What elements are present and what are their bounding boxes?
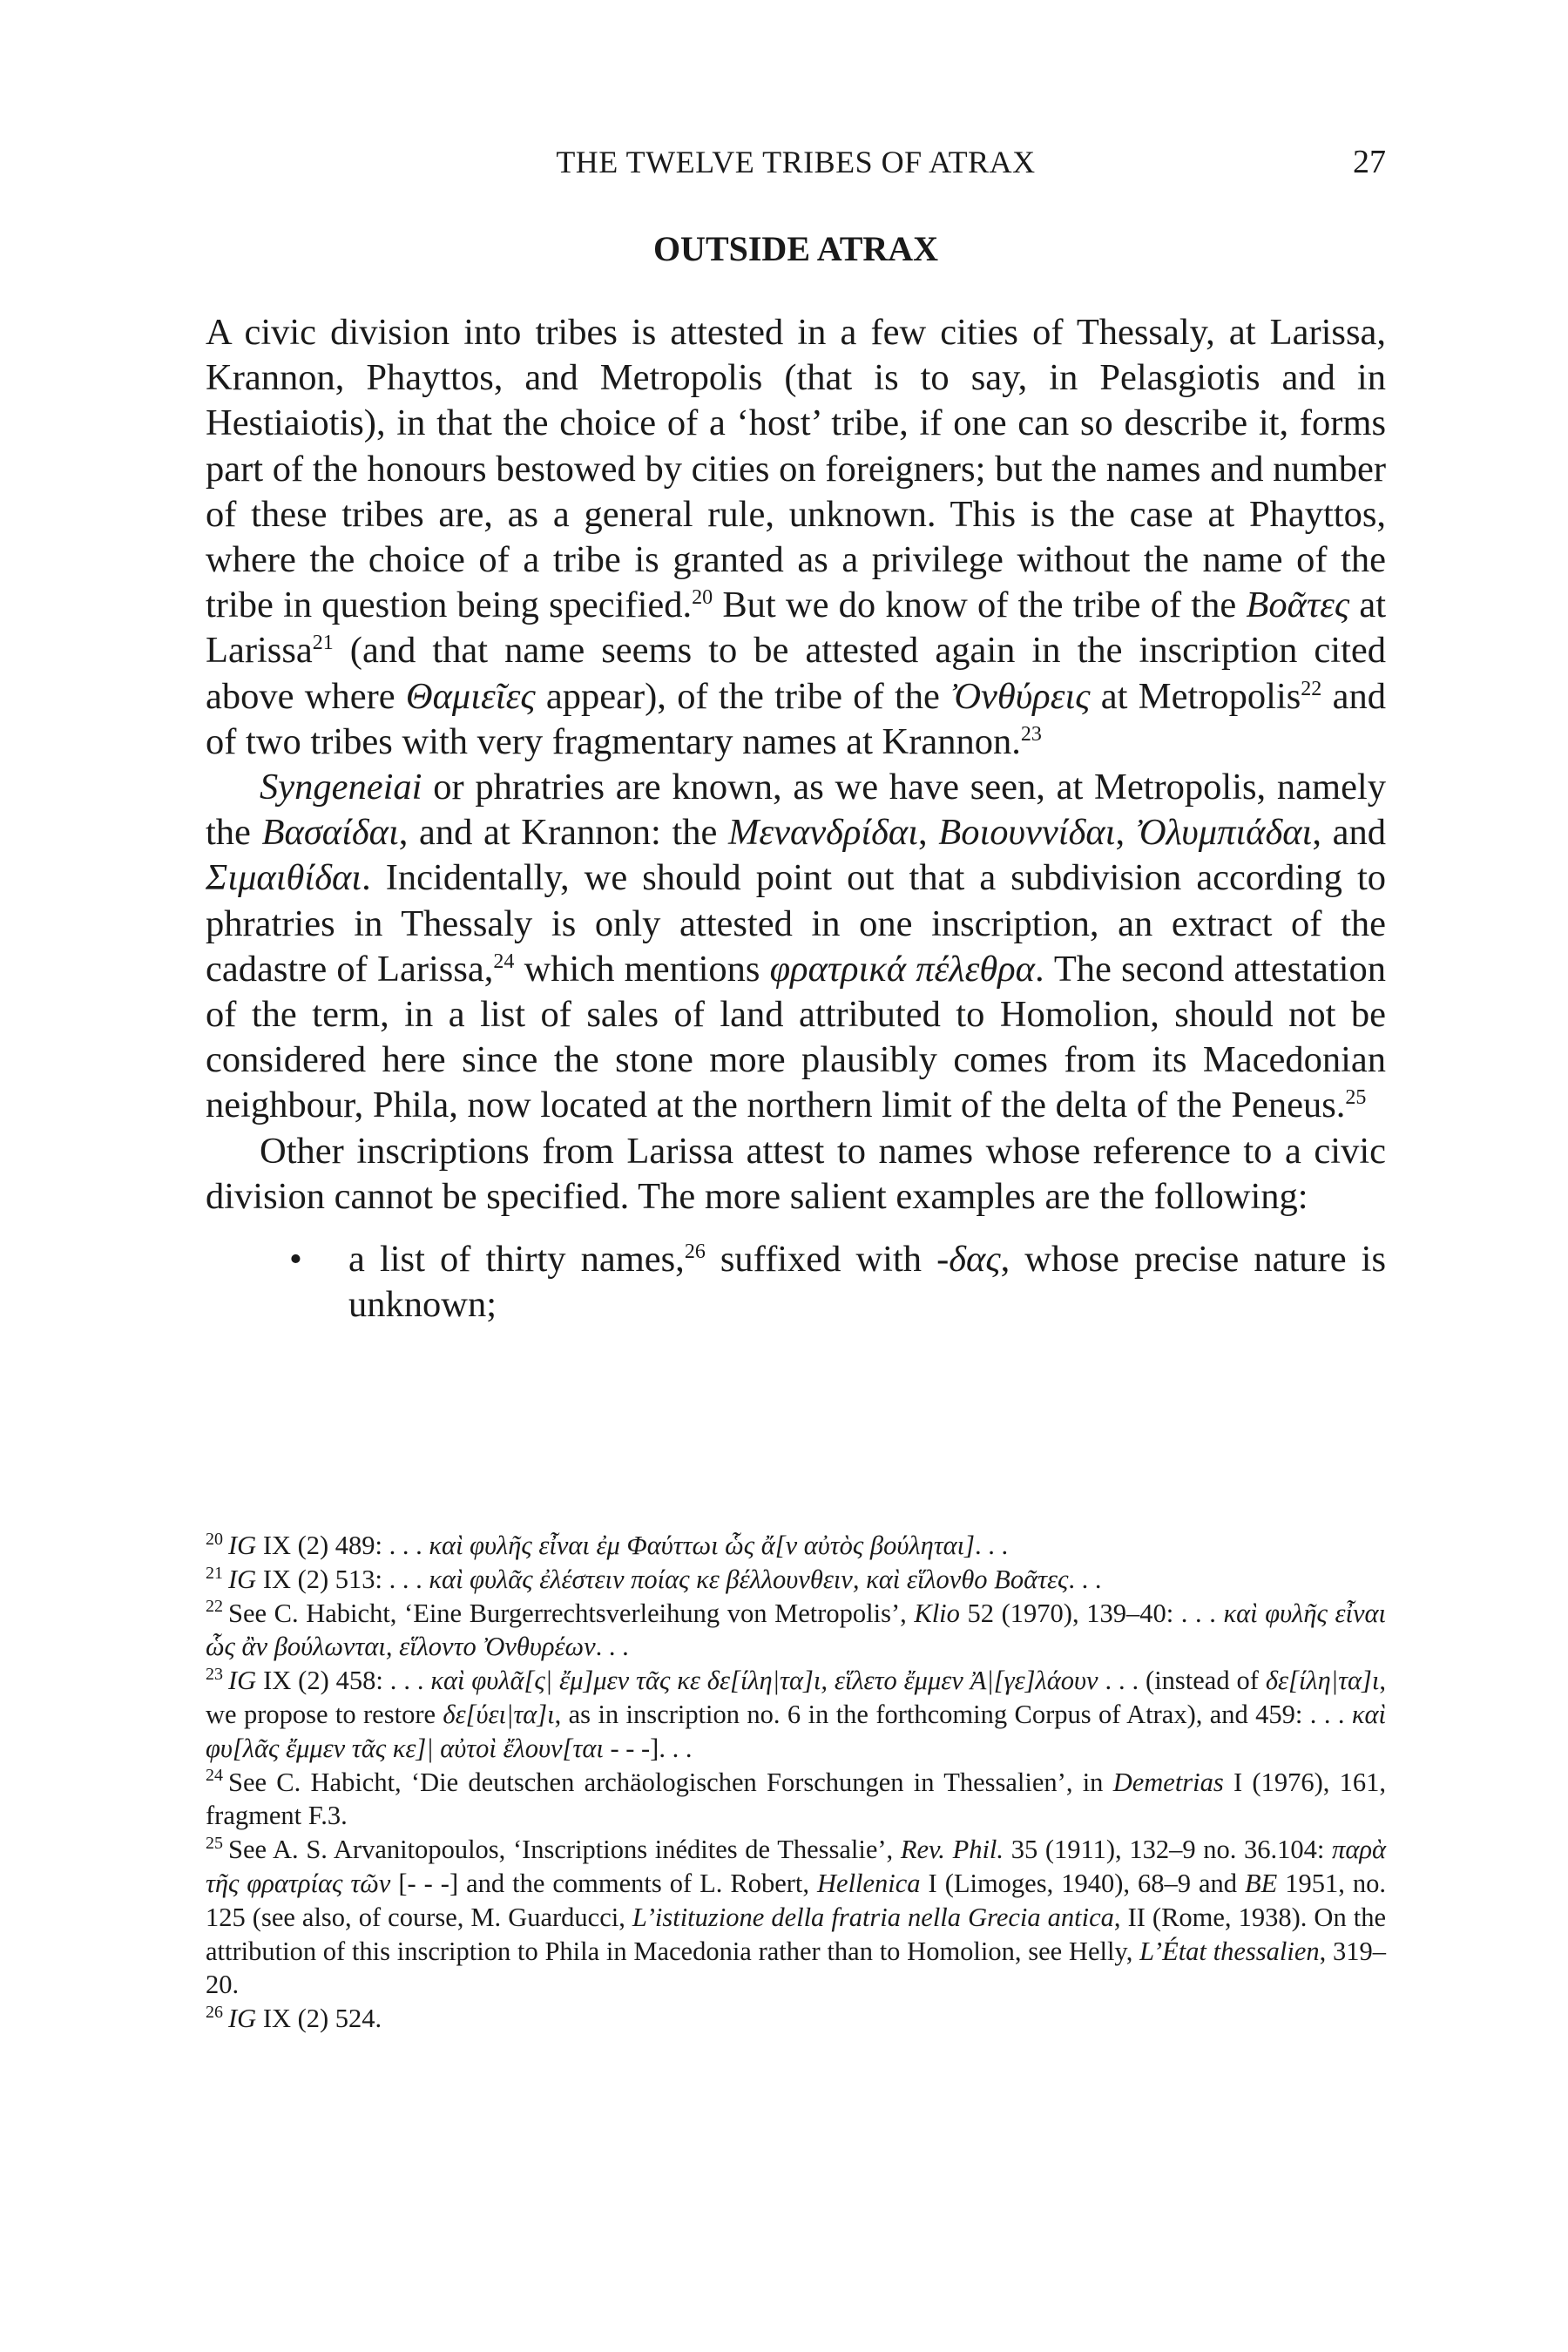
text-run: a list of thirty names, (348, 1239, 685, 1281)
greek-term: Θαμιεῖες (405, 675, 536, 717)
text-run: IX (2) 458: . . . (256, 1666, 431, 1696)
greek-quote: καὶ φυλᾶ[ς| ἔμ]μεν τᾶς κε δε[ίλη|τα]ι, εἵλετο ἔμμεν Ἀ|[γε]λάουν (430, 1666, 1098, 1696)
italic-term: L’État thessalien (1139, 1936, 1320, 1966)
footnote-22 (206, 1597, 1386, 1665)
text-run: which mentions (514, 948, 770, 990)
footnote-ref-22[interactable]: 22 (1301, 677, 1322, 700)
greek-term: Βοᾶτες (1246, 585, 1350, 626)
italic-term: Klio (914, 1598, 960, 1628)
text-run: , whose precise nature is unknown; (348, 1239, 1386, 1326)
text-run: , (918, 812, 939, 854)
greek-term: Ὀνθύρεις (950, 675, 1091, 717)
footnote-ref-23[interactable]: 23 (1020, 722, 1042, 746)
text-run: A civic division into tribes is attested in a few cities of Thessaly, at Larissa, Krannon, Phayttos, and Metropolis (that is to say, in Pelasgiotis and in Hestiaiotis), in that the choice of a ‘host’ tribe, if one can so describe it, forms part of the honours bestowed by cities on foreigners; but the names and number of these tribes are, as a general rule, unknown. This is the case at Phayttos, where the choice of a tribe is granted as a privilege without the name of the tribe in question being specified. (206, 312, 1386, 626)
footnote-24 (206, 1766, 1386, 1834)
footnote-ref-26[interactable]: 26 (684, 1240, 706, 1263)
footnote-marker: 22 (206, 1597, 223, 1617)
text-run: . . . (595, 1632, 629, 1662)
running-title: THE TWELVE TRIBES OF ATRAX (556, 145, 1036, 179)
text-run: at Metropolis (1090, 675, 1301, 717)
text-run: , and at Krannon: the (398, 812, 728, 854)
text-run: , (1115, 812, 1136, 854)
footnote-23 (206, 1664, 1386, 1765)
text-run: appear), of the tribe of the (535, 675, 951, 717)
greek-term: Βοιουννίδαι (938, 812, 1116, 854)
greek-quote: δε[ύει|τα]ι (443, 1699, 555, 1729)
footnote-20 (206, 1529, 1386, 1563)
greek-term: Μενανδρίδαι (728, 812, 919, 854)
text-run: , II (Rome, 1938). On the attribution of this inscription to Phila in Macedonia rather than to Homolion, see Helly, (206, 1902, 1386, 1966)
greek-term: Βασαίδαι (261, 812, 399, 854)
text-run: . . . (instead of (1098, 1666, 1266, 1696)
footnote-25 (206, 1833, 1386, 2002)
text-run: , we propose to restore (206, 1666, 1386, 1729)
italic-term: L’istituzione della fratria nella Grecia antica (632, 1902, 1114, 1932)
text-run: or phratries are known, as we have seen, at Metropolis, namely the (206, 767, 1386, 854)
italic-term: IG (228, 1564, 257, 1594)
footnote-ref-25[interactable]: 25 (1345, 1086, 1367, 1110)
text-run: . Incidentally, we should point out that a subdivision according to phratries in Thessaly is only attested in one inscription, an extract of the cadastre of Larissa, (206, 857, 1386, 990)
footnote-marker: 23 (206, 1665, 223, 1685)
footnote-ref-21[interactable]: 21 (312, 632, 334, 655)
greek-quote: παρὰ τῆς φρατρίας τῶν (206, 1835, 1386, 1898)
text-run: See A. S. Arvanitopoulos, ‘Inscriptions inédites de Thessalie’, (228, 1835, 901, 1865)
footnote-marker: 26 (206, 2003, 223, 2022)
text-run: 1951, no. 125 (see also, of course, M. Guarducci, (206, 1868, 1386, 1932)
greek-quote: καὶ φυλῆς εἶναι ὧς ἂν βούλωνται, εἵλοντο Ὀνθυρέων (206, 1598, 1386, 1662)
text-run: . . . (974, 1531, 1009, 1560)
text-run: 52 (1970), 139–40: . . . (959, 1598, 1224, 1628)
text-run: suffixed with - (705, 1239, 950, 1281)
footnote-ref-24[interactable]: 24 (493, 950, 515, 973)
bullet-item (206, 1237, 1386, 1328)
footnote-ref-20[interactable]: 20 (692, 586, 713, 610)
text-run: - - -]. . . (603, 1733, 693, 1763)
text-run: IX (2) 524. (256, 2004, 382, 2034)
text-run: , and (1312, 812, 1386, 854)
text-run: I (Limoges, 1940), 68–9 and (920, 1868, 1245, 1898)
paragraph-other-inscriptions (206, 1129, 1386, 1220)
text-run: 35 (1911), 132–9 no. 36.104: (1004, 1835, 1333, 1865)
paragraph-phratries (206, 765, 1386, 1129)
footnote-marker: 21 (206, 1563, 223, 1583)
text-run: IX (2) 489: . . . (256, 1531, 429, 1560)
text-run: I (1976), 161, fragment F.3. (206, 1767, 1386, 1831)
greek-quote: καὶ φυλῆς εἶναι ἐμ Φαύττωι ὧς ἄ[ν αὐτὸς βούληται] (429, 1531, 975, 1560)
italic-term: IG (228, 1666, 257, 1696)
greek-quote: καὶ φυλᾶς ἐλέστειν ποίας κε βέλλουνθειν, καὶ εἵλονθο Βοᾶτες (429, 1564, 1069, 1594)
italic-term: IG (228, 2004, 257, 2034)
body-text (206, 310, 1386, 1328)
italic-term: IG (228, 1531, 257, 1560)
greek-quote: δε[ίλη|τα]ι (1265, 1666, 1380, 1696)
text-run: Other inscriptions from Larissa attest to names whose reference to a civic division cannot be specified. The more salient examples are the following: (206, 1130, 1386, 1217)
text-run: and of two tribes with very fragmentary names at Krannon. (206, 675, 1386, 762)
running-head (206, 136, 1386, 188)
text-run: , 319–20. (206, 1936, 1386, 2000)
footnote-21 (206, 1563, 1386, 1597)
footnotes (206, 1529, 1386, 2036)
text-run: See C. Habicht, ‘Eine Burgerrechtsverleihung von Metropolis’, (228, 1598, 915, 1628)
footnote-marker: 25 (206, 1834, 223, 1854)
page-number: 27 (1353, 144, 1386, 180)
footnote-26 (206, 2002, 1386, 2036)
text-run: . . . (1068, 1564, 1102, 1594)
text-run: [- - -] and the comments of L. Robert, (390, 1868, 817, 1898)
italic-term: Hellenica (817, 1868, 921, 1898)
text-run: at Larissa (206, 585, 1387, 672)
text-run: See C. Habicht, ‘Die deutschen archäologischen Forschungen in Thessalien’, in (228, 1767, 1113, 1797)
text-run: IX (2) 513: . . . (256, 1564, 429, 1594)
footnote-marker: 24 (206, 1766, 223, 1786)
greek-term: φρατρικά πέλεθρα (769, 948, 1035, 990)
italic-term: Demetrias (1112, 1767, 1224, 1797)
greek-term: Ὀλυμπιάδαι (1135, 812, 1313, 854)
text-run: But we do know of the tribe of the (713, 585, 1247, 626)
footnote-marker: 20 (206, 1529, 223, 1549)
text-run: , as in inscription no. 6 in the forthcoming Corpus of Atrax), and 459: . . . (554, 1699, 1352, 1729)
bullet-icon: • (289, 1239, 302, 1281)
text-run: (and that name seems to be attested again in the inscription cited above where (206, 630, 1386, 717)
section-heading: OUTSIDE ATRAX (652, 229, 939, 268)
greek-term: Σιμαιθίδαι (206, 857, 362, 899)
italic-term: BE (1245, 1868, 1278, 1898)
italic-term: Rev. Phil. (900, 1835, 1004, 1865)
text-run: . The second attestation of the term, in a list of sales of land attributed to Homolion, should not be considered here since the stone more plausibly comes from its Macedonian neighbour, Phila, now located at the northern limit of the delta of the Peneus. (206, 948, 1386, 1126)
greek-quote: καὶ φυ[λᾶς ἔμμεν τᾶς κε]| αὐτοὶ ἔλουν[ται (206, 1699, 1386, 1763)
italic-term: Syngeneiai (260, 767, 422, 808)
paragraph-tribes (206, 310, 1386, 765)
greek-term: δας (949, 1239, 1001, 1281)
